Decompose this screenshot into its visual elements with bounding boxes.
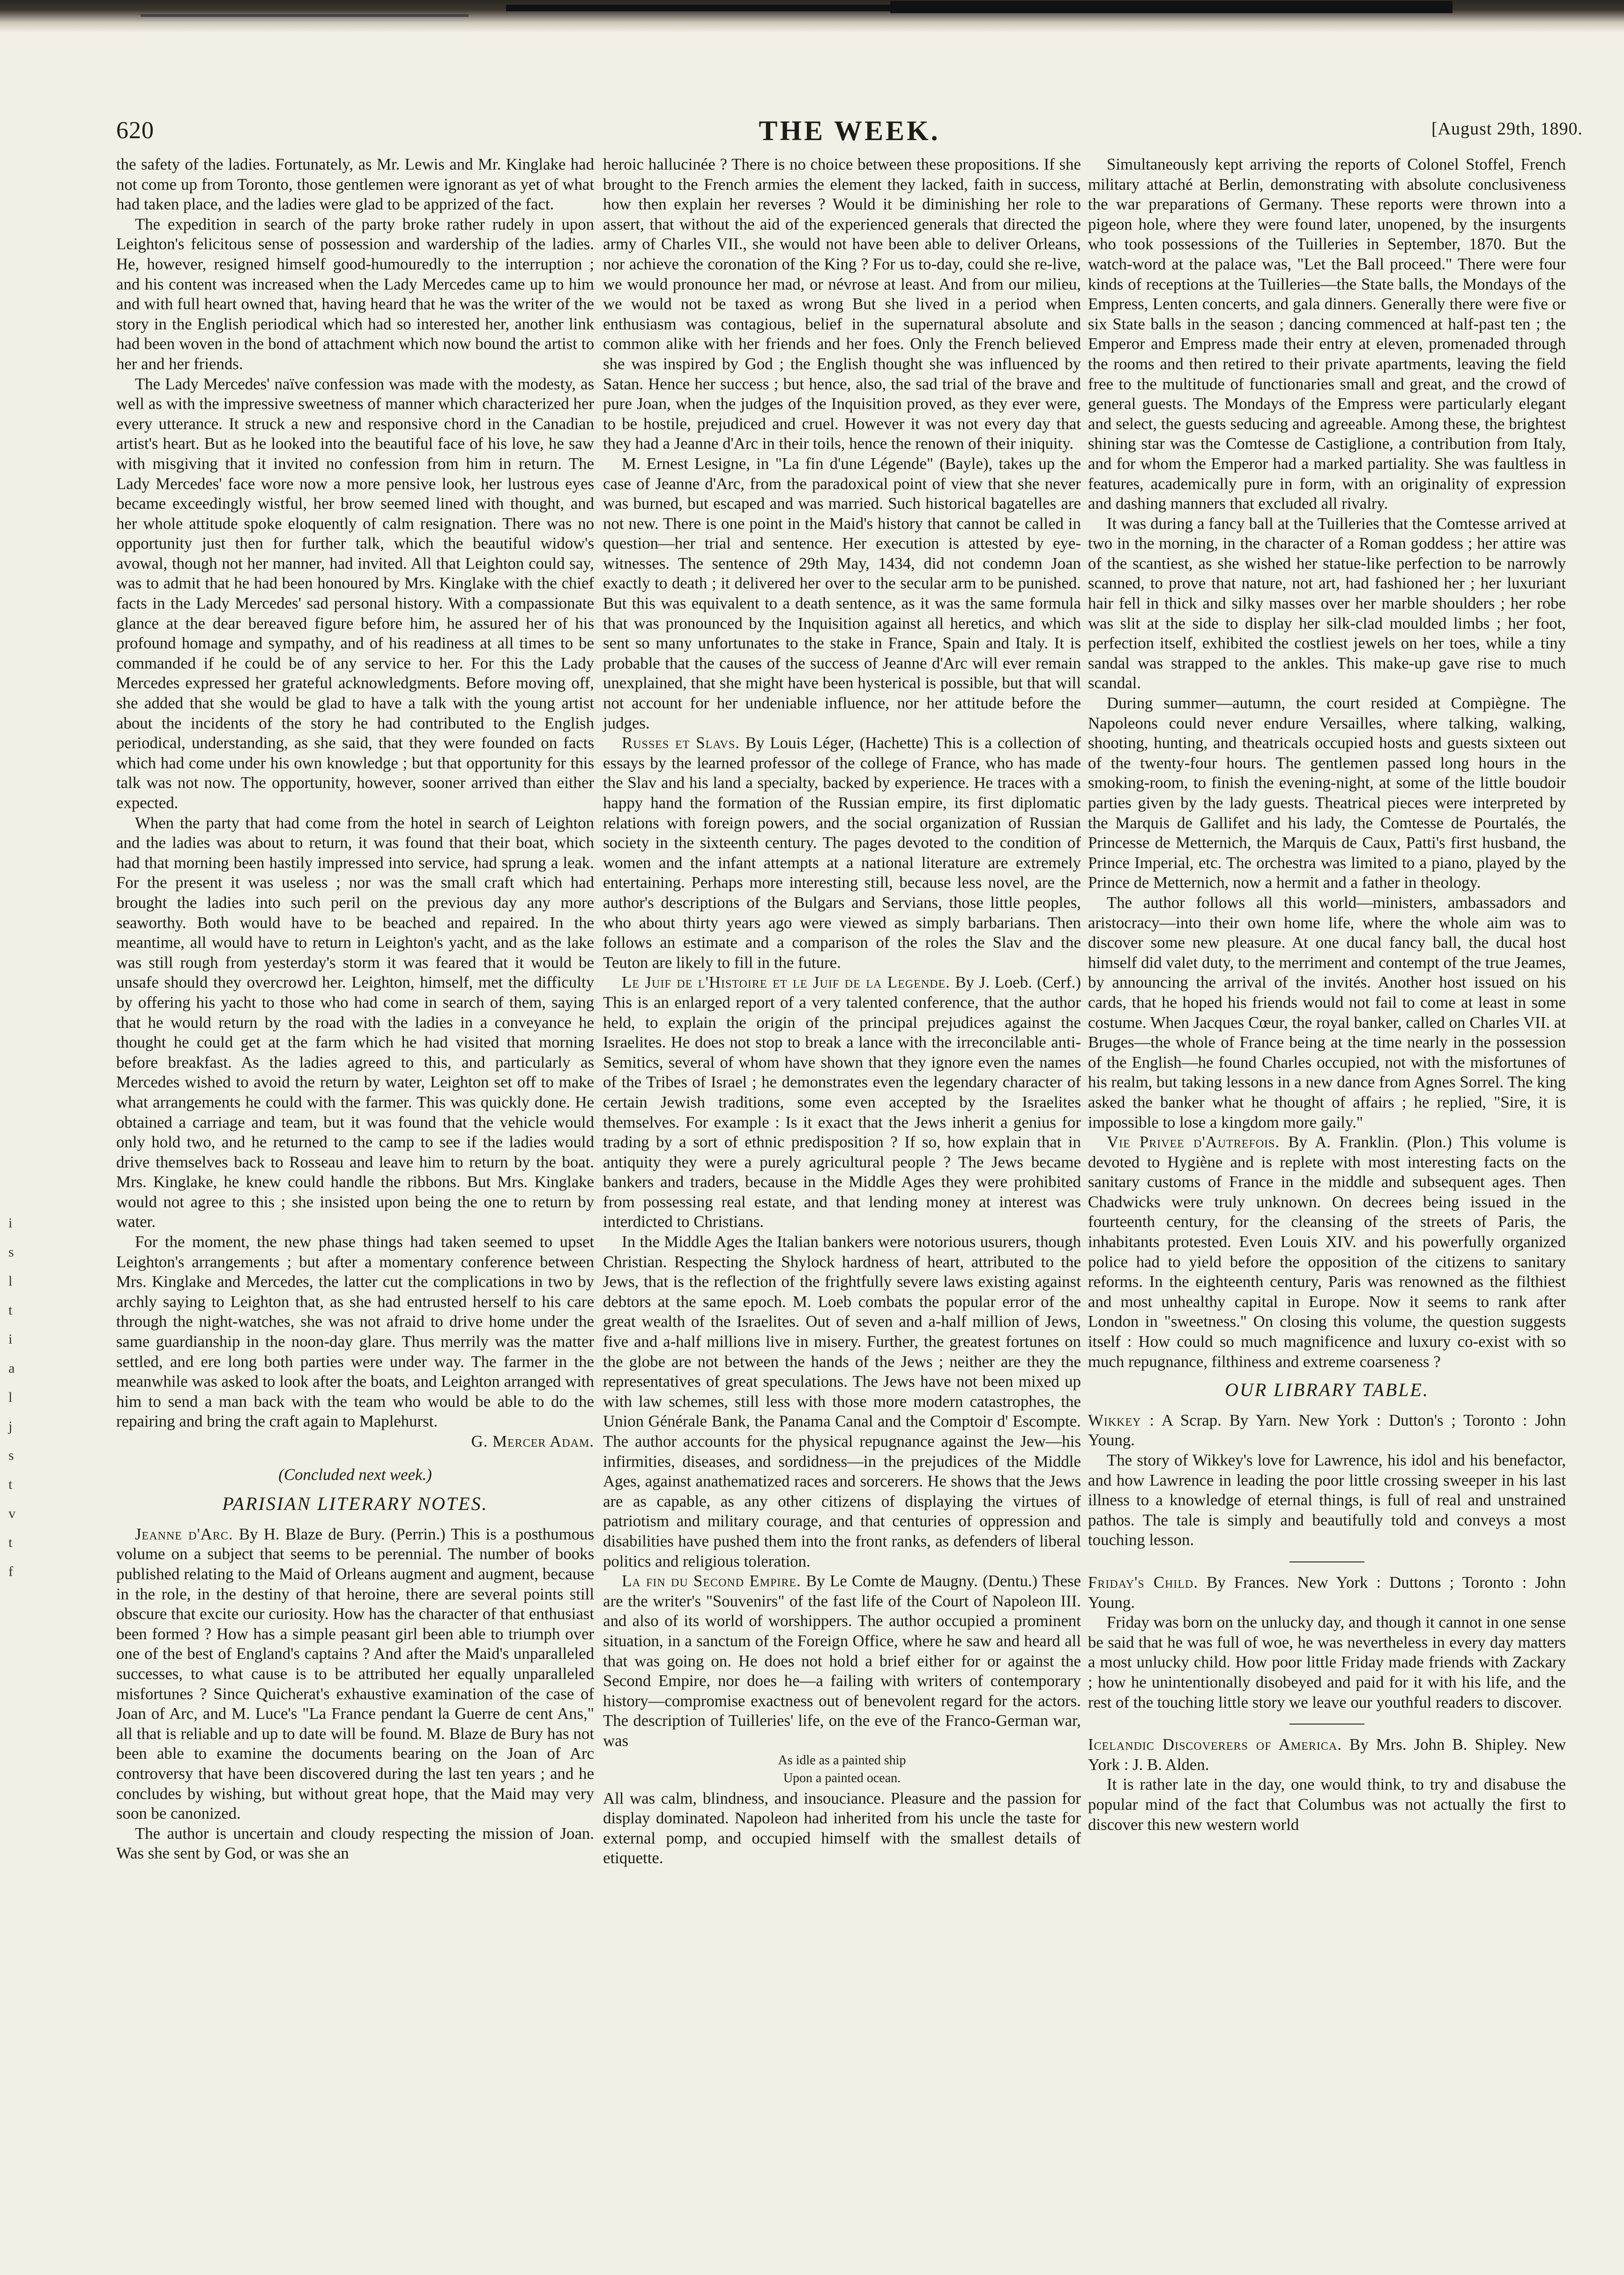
review-title: Vie Privee d'Autrefois. — [1107, 1133, 1280, 1152]
divider — [1289, 1724, 1364, 1725]
verse-line: As idle as a painted ship — [778, 1753, 906, 1768]
column-3 — [1088, 155, 1566, 1835]
book-review: The story of Wikkey's love for Lawrence, his idol and his benefactor, and how Lawrence in leading the poor little crossing sweeper in his last illness to a knowledge of eternal things, is full of real and unstrained pathos. The tale is simply and beautifully told and conveys a most touching lesson. — [1088, 1451, 1566, 1549]
review-title: Russes et Slavs. — [622, 734, 740, 752]
paragraph: When the party that had come from the hotel in search of Leighton and the ladies was about to return, it was found that their boat, which had that morning been hastily impressed into service, had sprung a leak. For the present it was useless ; nor was the small craft which had brought the ladies into such peril on the previous day any more seaworthy. Both would have to be beached and repaired. In the meantime, all would have to return in Leighton's yacht, and as the lake was still rough from yesterday's storm it was feared that it would be unsafe should they overcrowd her. Leighton, himself, met the difficulty by offering his yacht to those who had come in search of them, saying that he would return by the road with the ladies in a conveyance he thought he could get at the farm which he had visited that morning before breakfast. As the ladies agreed to this, and particularly as Mercedes wished to avoid the return by water, Leighton set off to make what arrangements he could with the farmer. This was quickly done. He obtained a carriage and team, but it was found that the vehicle would only hold two, and he returned to the camp to see if the ladies would drive themselves back to Rosseau and leave him to return by the boat. Mrs. Kinglake, he knew could handle the ribbons. But Mrs. Kinglake would not agree to this ; she insisted upon being the one to return by water. — [116, 813, 594, 1231]
verse-line: Upon a painted ocean. — [783, 1770, 901, 1785]
review-title: La fin du Second Empire. — [622, 1572, 801, 1591]
review-entry: La fin du Second Empire. By Le Comte de Maugny. (Dentu.) These are the writer's "Souvenirs" of the fast life of the Court of Napoleon III. and also of its world of worshippers. The author occupied a prominent situation, in a sanctum of the Foreign Office, where he saw and heard all that was going on. He does not hold a brief either for or against the Second Empire, nor does he—a failing with writers of contemporary history—compromise exactness out of benevolent regard for the actors. The description of Tuilleries' life, on the eve of the Franco-German war, was — [603, 1572, 1081, 1750]
paragraph: The author follows all this world—ministers, ambassadors and aristocracy—into their own home life, where the whole aim was to discover some new pleasure. At one ducal fancy ball, the ducal host himself did valet duty, to the merriment and contempt of the true Jeames, by announcing the arrival of the invités. Another host issued on his cards, that he hoped his friends would not fail to come at least in some costume. When Jacques Cœur, the royal banker, called on Charles VII. at Bruges—the whole of France being at the time nearly in the possession of the English—he found Charles occupied, not with the misfortunes of his realm, but taking lessons in a new dance from Agnes Sorrel. The king asked the banker what he thought of affairs ; he replied, "Sire, it is impossible to lose a kingdom more gaily." — [1088, 893, 1566, 1131]
paragraph: The expedition in search of the party broke rather rudely in upon Leighton's felicitous sense of possession and wardership of the ladies. He, however, resigned himself good-humouredly to the interruption ; and his content was increased when the Lady Mercedes came up to him and with full heart owned that, having heard that he was the writer of the story in the English periodical which had so interested her, another link had been woven in the bond of attachment which now bound the artist to her and her friends. — [116, 215, 594, 373]
paragraph: the safety of the ladies. Fortunately, as Mr. Lewis and Mr. Kinglake had not come up from Toronto, those gentlemen were ignorant as yet of what had taken place, and the ladies were glad to be apprized of the fact. — [116, 155, 594, 214]
paragraph: M. Ernest Lesigne, in "La fin d'une Légende" (Bayle), takes up the case of Jeanne d'Arc, from the paradoxical point of view that she never was burned, but escaped and was married. Such historical bagatelles are not new. There is one point in the Maid's history that cannot be called in question—her trial and sentence. Her execution is attested by eye-witnesses. The sentence of 29th May, 1434, did not condemn Joan exactly to death ; it delivered her over to the secular arm to be punished. But this was equivalent to a death sentence, as it was the same formula that was pronounced by the Inquisition against all heretics, and which sent so many unfortunates to the stake in France, Spain and Italy. It is probable that the causes of the success of Jeanne d'Arc will ever remain unexplained, that she might have been hysterical is possible, but that will not account for her undeniable influence, nor her attitude before the judges. — [603, 454, 1081, 732]
book-title: Friday's Child. — [1088, 1573, 1199, 1591]
review-entry: Russes et Slavs. By Louis Léger, (Hachette) This is a collection of essays by the learned professor of the college of France, who has made the Slav and his land a specialty, backed by experience. He traces with a happy hand the formation of the Russian empire, its first diplomatic relations with foreign powers, and the social organization of Russian society in the sixteenth century. The pages devoted to the condition of women and the infant attempts at a national literature are extremely entertaining. Perhaps more interesting still, because less novel, are the author's descriptions of the Bulgars and Servians, those little peoples, who about thirty years ago were viewed as simply barbarians. Then follows an estimate and a comparison of the roles the Slav and the Teuton are likely to fill in the future. — [603, 734, 1081, 972]
page-number: 620 — [116, 117, 154, 144]
book-title: Icelandic Discoverers of America. — [1088, 1735, 1342, 1754]
masthead: THE WEEK. — [759, 115, 940, 146]
book-review: It is rather late in the day, one would think, to try and disabuse the popular mind of the fact that Columbus was not actually the first to discover this new western world — [1088, 1775, 1566, 1834]
paragraph: In the Middle Ages the Italian bankers were notorious usurers, though Christian. Respecting the Shylock hardness of heart, attributed to the Jews, that is the reflection of the frightfully severe laws existing against debtors at the same epoch. M. Loeb combats the popular error of the great wealth of the Israelites. Out of seven and a-half million of Jews, five and a-half millions live in misery. Further, the greatest fortunes on the globe are not between the hands of the Jews ; neither are they the representatives of great speculations. The Jews have not been mixed up with law schemes, still less with those more modern catastrophes, the Union Générale Bank, the Panama Canal and the Comptoir d' Escompte. The author accounts for the physical repugnance against the Jew—his infirmities, diseases, and sordidness—in the prejudices of the Middle Ages, against anathematized races and sorcerers. He shows that the Jews are as capable, as any other citizens of displaying the virtues of patriotism and military courage, and that centuries of oppression and disabilities have pushed them into the front ranks, as defenders of liberal politics and religious toleration. — [603, 1233, 1081, 1570]
paragraph: heroic hallucinée ? There is no choice between these propositions. If she brought to the French armies the element they lacked, faith in success, how then explain her reverses ? Would it be diminishing her role to assert, that without the aid of the experienced generals that directed the army of Charles VII., she would not have been able to deliver Orleans, nor achieve the coronation of the King ? For us to-day, could she re-live, we would pronounce her mad, or névrose at least. And from our milieu, we would not be taxed as wrong But she lived in a period when enthusiasm was contagious, belief in the supernatural absolute and common alike with her friends and her foes. Only the French believed she was inspired by God ; the English thought she was influenced by Satan. Hence her success ; but hence, also, the sad trial of the brave and pure Joan, when the judges of the Inquisition proved, as they ever were, to be hostile, prejudiced and cruel. However it was not every day that they had a Jeanne d'Arc in their toils, hence the renown of their iniquity. — [603, 155, 1081, 453]
book-citation: Icelandic Discoverers of America. By Mrs. John B. Shipley. New York : J. B. Alden. — [1088, 1735, 1566, 1774]
review-entry: Vie Privee d'Autrefois. By A. Franklin. (Plon.) This volume is devoted to Hygiène and is replete with most interesting facts on the sanitary customs of France in the middle and subsequent ages. Then Chadwicks were truly unknown. On decrees being issued in the fourteenth century, for the cleansing of the streets of Paris, the inhabitants protested. Even Louis XIV. and his powerfully organized police had to yield before the opposition of the citizens to sanitary reforms. In the eighteenth century, Paris was renowned as the filthiest and most unhealthy capital in Europe. Now it seems to rank after London in "sweetness." On closing this volume, the question suggests itself : How could so much magnificence and luxury co-exist with so much repugnance, filthiness and extreme coarseness ? — [1088, 1133, 1566, 1371]
book-review: Friday was born on the unlucky day, and though it cannot in one sense be said that he was full of woe, he was nevertheless in every day matters a most unlucky child. How poor little Friday made friends with Zackary ; how he unintentionally disobeyed and paid for it with his life, and the rest of the touching little story we leave our youthful readers to discover. — [1088, 1613, 1566, 1711]
gutter-marks: i s l t i a l j s t v t f — [8, 1215, 15, 1579]
paragraph: The Lady Mercedes' naïve confession was made with the modesty, as well as with the impressive sweetness of manner which characterized her every utterance. It struck a new and responsive chord in the Canadian artist's heart. But as he looked into the beautiful face of his love, he saw with misgiving that it invited no confession from him in return. The Lady Mercedes' face wore now a more pensive look, her lustrous eyes became exceedingly wistful, her brow seemed lined with thought, and her whole attitude spoke eloquently of calm resignation. There was no opportunity just then for further talk, which the beautiful widow's avowal, though not her manner, had invited. All that Leighton could say, was to admit that he had been honoured by Mrs. Kinglake with the chief facts in the Lady Mercedes' sad personal history. With a compassionate glance at the dear bereaved figure before him, he assured her of his profound homage and sympathy, and of his readiness at all times to be commanded if he could be of any service to her. For this the Lady Mercedes expressed her grateful acknowledgments. Before moving off, she added that she would be glad to have a talk with the young artist about the incidents of the story he had contributed to the English periodical, understanding, as she said, that they were founded on facts which had come under his own knowledge ; but that opportunity for this talk was not now. The opportunity, however, sooner arrived than either expected. — [116, 374, 594, 812]
paragraph: For the moment, the new phase things had taken seemed to upset Leighton's arrangements ; but after a momentary conference between Mrs. Kinglake and Mercedes, the latter cut the complications in two by archly saying to Leighton that, as she had entrusted herself to his care through the night-watches, she was not afraid to drive home under the same guardianship in the noon-day glare. Thus merrily was the matter settled, and ere long both parties were under way. The farmer in the meanwhile was asked to look after the boats, and Leighton arranged with him to send a man back with the team who would be able to do the repairing and bring the craft again to Maplehurst. — [116, 1233, 594, 1431]
book-citation: Friday's Child. By Frances. New York : Duttons ; Toronto : John Young. — [1088, 1573, 1566, 1612]
section-title: OUR LIBRARY TABLE. — [1225, 1379, 1429, 1401]
paragraph: The author is uncertain and cloudy respecting the mission of Joan. Was she sent by God, or was she an — [116, 1824, 594, 1863]
book-citation: Wikkey : A Scrap. By Yarn. New York : Dutton's ; Toronto : John Young. — [1088, 1411, 1566, 1450]
review-title: Jeanne d'Arc. — [135, 1524, 233, 1543]
divider — [1289, 1561, 1364, 1562]
paragraph: All was calm, blindness, and insouciance. Pleasure and the passion for display dominated. Napoleon had inherited from his uncle the taste for external pomp, and occupied himself with the smallest details of etiquette. — [603, 1789, 1081, 1867]
paragraph: It was during a fancy ball at the Tuilleries that the Comtesse arrived at two in the morning, in the character of a Roman goddess ; her attire was of the scantiest, as she wished her statue-like perfection to be narrowly scanned, to prove that nature, not art, had fashioned her ; her luxuriant hair fell in thick and silky masses over her marble shoulders ; her robe was slit at the side to display her silk-clad moulded limbs ; her foot, perfection itself, exhibited the costliest jewels on her toes, while a tiny sandal was strapped to the ankles. This make-up gave rise to much scandal. — [1088, 514, 1566, 692]
issue-date: [August 29th, 1890. — [1431, 119, 1583, 139]
review-title: Le Juif de l'Histoire et le Juif de la Legende. — [622, 973, 950, 992]
paragraph: During summer—autumn, the court resided at Compiègne. The Napoleons could never endure Versailles, where talking, walking, shooting, hunting, and theatricals occupied hosts and guests sixteen out of the twenty-four hours. The gentlemen passed long hours in the smoking-room, to finish the evening-night, at some of the little boudoir parties given by the lady guests. Theatrical pieces were interpreted by the Marquis de Gallifet and his lady, the Comtesse de Pourtalés, the Princesse de Metternich, the Marquis de Caux, Patti's first husband, the Prince Imperial, etc. The orchestra was limited to a piano, played by the Prince de Metternich, now a hermit and a father in theology. — [1088, 694, 1566, 892]
column-2 — [603, 155, 1081, 1868]
book-title: Wikkey : — [1088, 1411, 1155, 1429]
paragraph: Simultaneously kept arriving the reports of Colonel Stoffel, French military attaché at Berlin, demonstrating with absolute conclusiveness the war preparations of Germany. These reports were thrown into a pigeon hole, where they were found later, unopened, by the insurgents who took possessions of the Tuilleries in September, 1870. But the watch-word at the palace was, "Let the Ball proceed." There were four kinds of receptions at the Tuilleries—the State balls, the Mondays of the Empress, Lenten concerts, and gala dinners. Generally there were five or six State balls in the season ; dancing commenced at half-past ten ; the Emperor and Empress made their entry at eleven, promenaded through the rooms and then retired to their private apartments, leaving the field free to the multitude of functionaries small and great, and the crowd of general guests. The Mondays of the Empress were particularly elegant and select, the guests seducing and agreeable. Among these, the brightest shining star was the Comtesse de Castiglione, a contribution from Italy, and for whom the Emperor had a marked partiality. She was faultless in features, academically pure in form, with an originality of expression and dashing manners that excluded all rivalry. — [1088, 155, 1566, 513]
column-1 — [116, 155, 594, 1864]
continuation-note: (Concluded next week.) — [278, 1465, 432, 1484]
author-signature: G. Mercer Adam. — [471, 1432, 594, 1450]
review-entry: Le Juif de l'Histoire et le Juif de la Legende. By J. Loeb. (Cerf.) This is an enlarged report of a very talented conference, that the author held, to explain the origin of the principal prejudices against the Israelites. He does not stop to break a lance with the irreconcilable anti-Semitics, several of whom have shown that they ignore even the names of the Tribes of Israel ; he demonstrates even the legendary character of certain Jewish traditions, some even accepted by the Israelites themselves. For example : Is it exact that the Jews inherit a genius for trading by a sort of ethnic predisposition ? If so, how explain that in antiquity they were a purely agricultural people ? The Jews became bankers and traders, because in the Middle Ages they were prohibited from possessing real estate, and that lending money at interest was interdicted to Christians. — [603, 973, 1081, 1231]
page-header — [116, 115, 1583, 152]
scan-edge — [0, 0, 1624, 33]
section-title: PARISIAN LITERARY NOTES. — [222, 1493, 488, 1515]
review-entry: Jeanne d'Arc. By H. Blaze de Bury. (Perrin.) This is a posthumous volume on a subject that seems to be perennial. The number of books published relating to the Maid of Orleans augment and augment, because in the role, in the destiny of that heroine, there are several points still obscure that excite our curiosity. How has the character of that enthusiast been formed ? How has a simple peasant girl been able to triumph over one of the best of England's captains ? And after the Maid's unparalleled successes, to what cause is to be attributed her equally unparalleled misfortunes ? Since Quicherat's exhaustive examination of the case of Joan of Arc, and M. Luce's "La France pendant la Guerre de cent Ans," all that is reliable and up to date will be found. M. Blaze de Bury has not been able to examine the documents bearing on the Joan of Arc controversy that have been discovered during the last ten years ; and he concludes by wishing, but without great hope, that the Maid may very soon be canonized. — [116, 1524, 594, 1823]
